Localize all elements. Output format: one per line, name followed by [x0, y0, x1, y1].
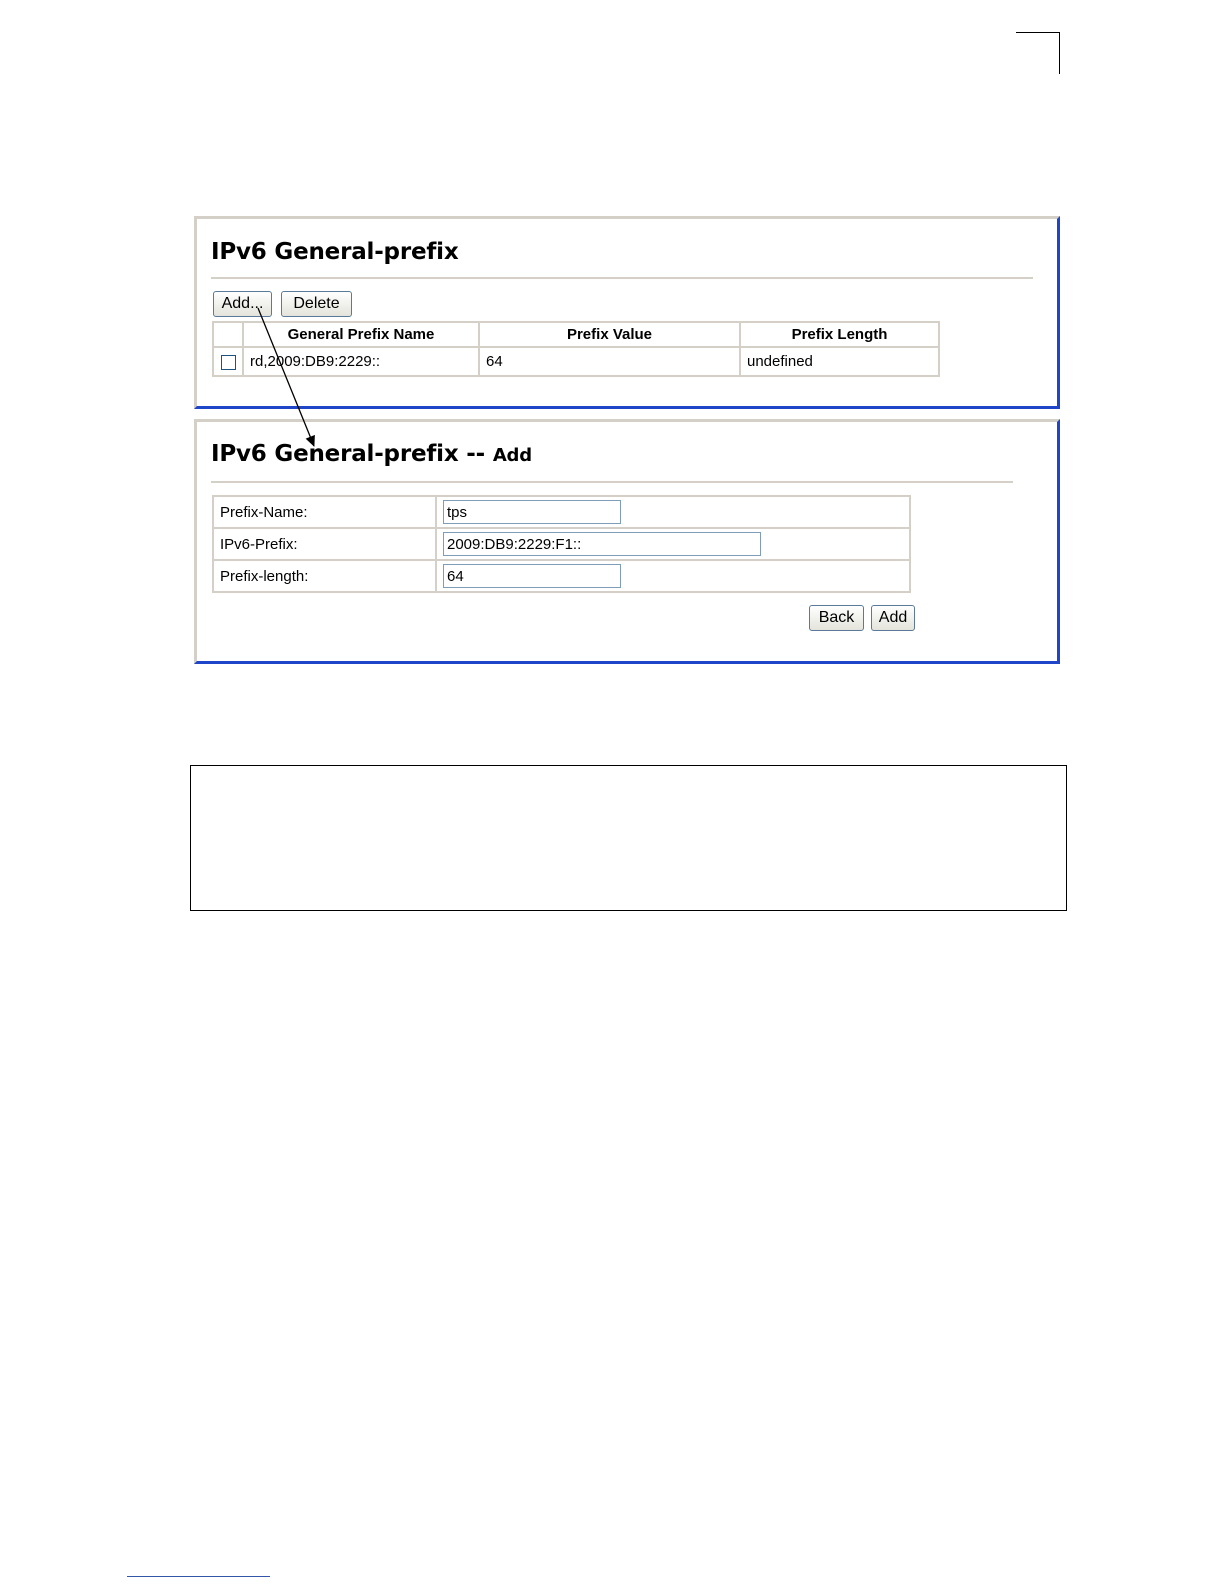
- ipv6-prefix-label: IPv6-Prefix:: [214, 529, 435, 559]
- add-panel-title-main: IPv6 General-prefix --: [211, 441, 485, 467]
- prefix-length-cell: undefined: [741, 348, 938, 375]
- add-prefix-button[interactable]: Add...: [213, 291, 272, 317]
- delete-prefix-button[interactable]: Delete: [281, 291, 352, 317]
- column-header-prefix-length: Prefix Length: [741, 323, 938, 346]
- prefix-name-cell: rd,2009:DB9:2229::: [244, 348, 478, 375]
- list-panel-title: IPv6 General-prefix: [211, 239, 459, 265]
- back-button[interactable]: Back: [809, 605, 864, 631]
- column-header-prefix-value: Prefix Value: [480, 323, 739, 346]
- add-panel-title-sub: Add: [492, 445, 532, 466]
- add-submit-button[interactable]: Add: [871, 605, 915, 631]
- prefix-name-label: Prefix-Name:: [214, 497, 435, 527]
- note-box: [190, 765, 1067, 911]
- prefix-length-label: Prefix-length:: [214, 561, 435, 591]
- footer-rule: [127, 1576, 270, 1577]
- prefix-value-cell: 64: [480, 348, 739, 375]
- column-header-prefix-name: General Prefix Name: [244, 323, 478, 346]
